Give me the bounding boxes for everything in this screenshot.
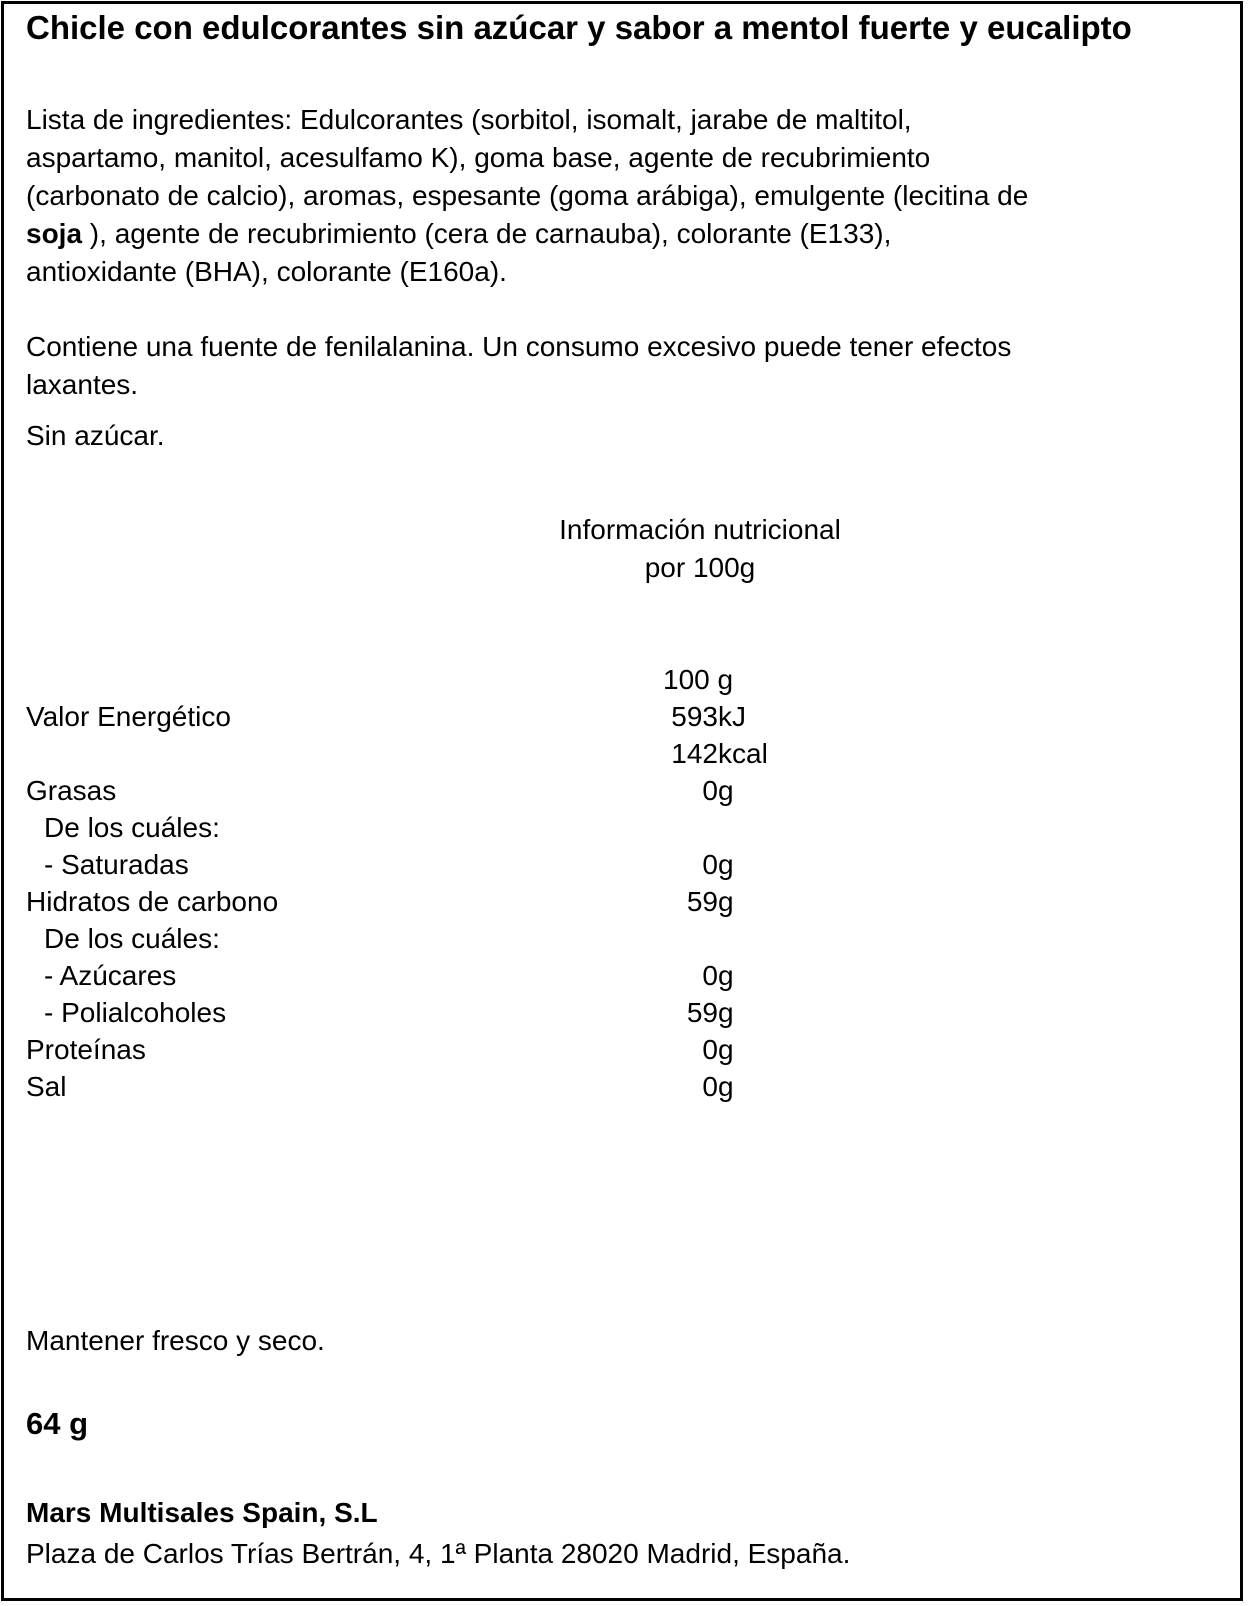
energy-kcal-unit: kcal (718, 738, 768, 769)
nutrient-unit: g (718, 886, 734, 917)
nutrition-column-header: 100 g (663, 664, 734, 695)
nutrient-unit: g (718, 849, 734, 880)
nutrient-unit: g (718, 1071, 734, 1102)
nutrient-value: 0 (702, 960, 718, 991)
nutrient-unit: g (718, 960, 734, 991)
nutrient-label: Proteínas (26, 1034, 146, 1065)
allergen-soja: soja (26, 218, 83, 249)
storage-instructions: Mantener fresco y seco. (26, 1325, 325, 1356)
nutrient-value: 0 (702, 1071, 718, 1102)
nutrient-label: Hidratos de carbono (26, 886, 279, 917)
nutrient-label: Grasas (26, 775, 117, 806)
warning-phenylalanine: Contiene una fuente de fenilalanina. Un consumo excesivo puede tener efectos (26, 331, 1012, 362)
nutrient-label: Sal (26, 1071, 67, 1102)
nutrient-value: 0 (702, 849, 718, 880)
nutrient-value: 59 (686, 997, 718, 1028)
nutrient-label: - Azúcares (44, 960, 177, 991)
company-name: Mars Multisales Spain, S.L (26, 1497, 378, 1528)
nutrient-value: 59 (686, 886, 718, 917)
sugar-free-claim: Sin azúcar. (26, 420, 165, 451)
nutrient-value: 0 (702, 1034, 718, 1065)
nutrition-subheading: por 100g (644, 552, 756, 583)
energy-kcal-value: 142 (671, 738, 718, 769)
ingredients-line: aspartamo, manitol, acesulfamo K), goma base, agente de recubrimiento (26, 142, 931, 173)
nutrient-unit: g (718, 997, 734, 1028)
ingredients-list (26, 101, 1226, 291)
energy-kj-unit: kJ (718, 701, 746, 732)
company-address: Plaza de Carlos Trías Bertrán, 4, 1ª Planta 28020 Madrid, España. (26, 1538, 851, 1569)
nutrient-unit: g (718, 775, 734, 806)
nutrient-value: 0 (702, 775, 718, 806)
energy-label: Valor Energético (26, 701, 231, 732)
nutrient-label: De los cuáles: (44, 812, 220, 843)
energy-kj-value: 593 (671, 701, 718, 732)
nutrient-label: - Saturadas (44, 849, 189, 880)
nutrient-label: - Polialcoholes (44, 997, 227, 1028)
nutrient-label: De los cuáles: (44, 923, 220, 954)
warning-laxative: laxantes. (26, 369, 139, 400)
nutrition-heading: Información nutricional (559, 514, 841, 545)
ingredients-line: Lista de ingredientes: Edulcorantes (sorbitol, isomalt, jarabe de maltitol, (26, 104, 912, 135)
ingredients-line-rest: ), agente de recubrimiento (cera de carnauba), colorante (E133), (82, 218, 892, 249)
product-title: Chicle con edulcorantes sin azúcar y sabor a mentol fuerte y eucalipto (26, 9, 1132, 46)
net-weight: 64 g (26, 1406, 89, 1441)
ingredients-line (26, 215, 1226, 253)
ingredients-line: antioxidante (BHA), colorante (E160a). (26, 256, 507, 287)
nutrient-unit: g (718, 1034, 734, 1065)
ingredients-line: (carbonato de calcio), aromas, espesante (goma arábiga), emulgente (lecitina de (26, 180, 1029, 211)
